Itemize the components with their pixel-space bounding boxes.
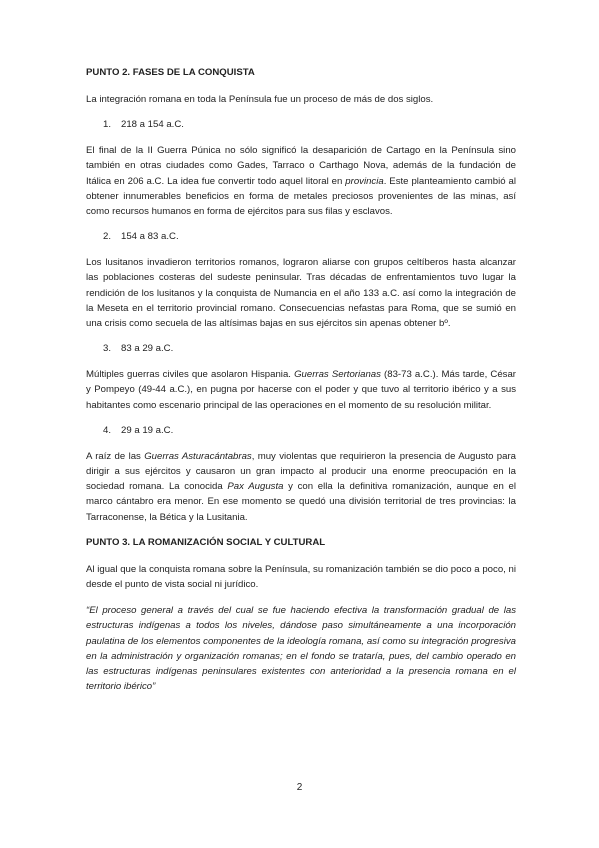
paragraph: Al igual que la conquista romana sobre la Península, su romanización también se dio poco a poco, ni desde el punto de vista social ni jurídico.	[86, 563, 516, 591]
list-item: 2. 154 a 83 a.C.	[103, 231, 179, 243]
paragraph: Los lusitanos invadieron territorios romanos, lograron aliarse con grupos celtíberos hasta alcanzar las poblaciones costeras del sudeste peninsular. Tras décadas de enfrentamientos tuvo lugar la rendición de los lusitanos y la conquista de Numancia en el año 133 a.C. así como la integración de la Meseta en el territorio provincial romano. Consecuencias nefastas para Roma, que se sumió en una crisis como secuela de las altísimas bajas en sus ejércitos sin apenas obtener bº.	[86, 257, 516, 330]
page-content	[86, 66, 516, 705]
paragraph: El final de la II Guerra Púnica no sólo significó la desaparición de Cartago en la Península sino también en otras ciudades como Gades, Tarraco o Carthago Nova, además de la fundación de Itálica en 206 a.C. La idea fue convertir todo aquel litoral en provincia. Este planteamiento cambió al obtener innumerables beneficios en forma de metales preciosos provenientes de las minas, así como recursos humanos en forma de ejércitos para sus filas y esclavos.	[86, 145, 516, 218]
section-heading: PUNTO 3. LA ROMANIZACIÓN SOCIAL Y CULTURAL	[86, 536, 326, 548]
paragraph: La integración romana en toda la Península fue un proceso de más de dos siglos.	[86, 94, 434, 105]
page-number: 2	[296, 782, 303, 793]
block-quote: “El proceso general a través del cual se fue haciendo efectiva la transformación gradual de las estructuras indígenas a todos los niveles, dándose paso simultáneamente a una incorporación paulatina de los elementos componentes de la ideología romana, así como su integración progresiva en la administración y organización romanas; en el fondo se trataría, pues, del cambio operado en las estructuras indígenas peninsulares existentes con anterioridad a la presencia romana en el territorio ibérico”	[86, 605, 516, 693]
section-heading: PUNTO 2. FASES DE LA CONQUISTA	[86, 67, 255, 78]
paragraph: Múltiples guerras civiles que asolaron Hispania. Guerras Sertorianas (83-73 a.C.). Más tarde, César y Pompeyo (49-44 a.C.), en pugna por hacerse con el poder y que tuvo al territorio ibérico y a sus habitantes como escenario principal de las operaciones en el momento de su resolución militar.	[86, 369, 516, 411]
list-item: 3. 83 a 29 a.C.	[103, 343, 174, 355]
paragraph: A raíz de las Guerras Asturacántabras, muy violentas que requirieron la presencia de Augusto para dirigir a sus ejércitos y causaron un gran impacto al producir una enorme preocupación en la sociedad romana. La conocida Pax Augusta y con ella la definitiva romanización, aunque en el marco cántabro era menor. En ese momento se quedó una división territorial de tres provincias: la Tarraconense, la Bética y la Lusitania.	[86, 450, 516, 523]
list-item: 4. 29 a 19 a.C.	[103, 424, 174, 436]
list-item: 1. 218 a 154 a.C.	[103, 119, 184, 131]
